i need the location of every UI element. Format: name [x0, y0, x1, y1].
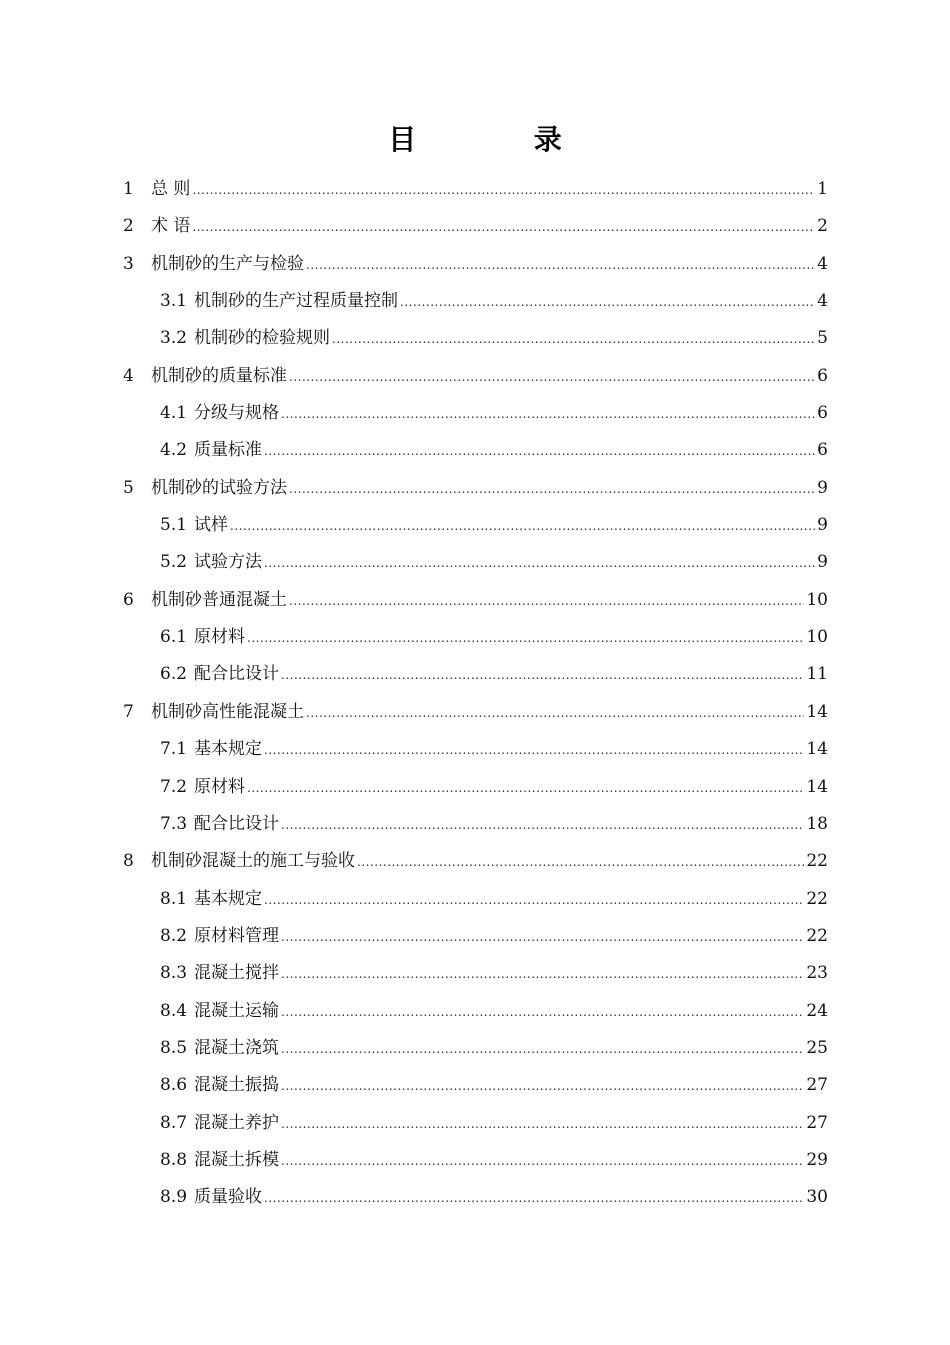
toc-subsection-entry[interactable] — [123, 955, 828, 992]
toc-entry-number: 5.2 — [160, 552, 188, 573]
toc-entry-page-number: 10 — [806, 589, 828, 610]
toc-dot-leader — [281, 1068, 804, 1105]
toc-entry-title: 机制砂的质量标准 — [151, 365, 287, 386]
toc-entry-page-number: 14 — [806, 776, 828, 797]
toc-dot-leader — [281, 1106, 804, 1143]
toc-entry-number: 6 — [123, 589, 134, 610]
toc-subsection-entry[interactable] — [123, 1142, 828, 1179]
toc-entry-page-number: 14 — [806, 701, 828, 722]
toc-dot-leader — [264, 433, 815, 470]
toc-entry-page-number: 11 — [806, 664, 828, 685]
toc-entry-title: 基本规定 — [194, 888, 262, 909]
toc-subsection-entry[interactable] — [123, 320, 828, 357]
toc-entry-page-number: 9 — [817, 477, 828, 498]
toc-entry-page-number: 29 — [806, 1149, 828, 1170]
toc-entry-page-number: 5 — [817, 328, 828, 349]
toc-entry-number: 5.1 — [160, 515, 188, 536]
toc-entry-page-number: 6 — [817, 403, 828, 424]
toc-entry-title: 配合比设计 — [194, 664, 279, 685]
toc-entry-title: 混凝土养护 — [194, 1112, 279, 1133]
toc-entry-number: 3.1 — [160, 291, 188, 312]
toc-entry-number: 8.4 — [160, 1000, 188, 1021]
toc-dot-leader — [281, 1143, 804, 1180]
toc-entry-title: 配合比设计 — [194, 813, 279, 834]
toc-entry-title: 术 语 — [151, 216, 191, 237]
toc-entry-page-number: 4 — [817, 291, 828, 312]
toc-subsection-entry[interactable] — [123, 1030, 828, 1067]
toc-entry-page-number: 22 — [806, 851, 828, 872]
toc-dot-leader — [264, 882, 804, 919]
toc-dot-leader — [281, 807, 804, 844]
toc-entry-page-number: 23 — [806, 963, 828, 984]
toc-dot-leader — [264, 732, 804, 769]
toc-entry-page-number: 4 — [817, 253, 828, 274]
toc-dot-leader — [281, 1031, 804, 1068]
toc-subsection-entry[interactable] — [123, 395, 828, 432]
toc-entry-number: 8.2 — [160, 925, 188, 946]
toc-chapter-entry[interactable] — [123, 470, 828, 507]
toc-subsection-entry[interactable] — [123, 1179, 828, 1216]
toc-subsection-entry[interactable] — [123, 544, 828, 581]
toc-entry-number: 8.1 — [160, 888, 188, 909]
toc-dot-leader — [281, 919, 804, 956]
toc-entry-page-number: 6 — [817, 365, 828, 386]
toc-dot-leader — [281, 956, 804, 993]
toc-subsection-entry[interactable] — [123, 1105, 828, 1142]
toc-entry-page-number: 24 — [806, 1000, 828, 1021]
toc-entry-title: 机制砂的试验方法 — [151, 477, 287, 498]
toc-entry-number: 3.2 — [160, 328, 188, 349]
toc-entry-page-number: 27 — [806, 1112, 828, 1133]
toc-entry-page-number: 10 — [806, 627, 828, 648]
toc-entry-number: 8.3 — [160, 963, 188, 984]
toc-entry-page-number: 9 — [817, 515, 828, 536]
toc-subsection-entry[interactable] — [123, 1067, 828, 1104]
toc-entry-title: 混凝土浇筑 — [194, 1037, 279, 1058]
toc-dot-leader — [289, 583, 804, 620]
toc-subsection-entry[interactable] — [123, 283, 828, 320]
toc-entry-page-number: 6 — [817, 440, 828, 461]
toc-subsection-entry[interactable] — [123, 507, 828, 544]
toc-entry-number: 7.2 — [160, 776, 188, 797]
toc-entry-page-number: 22 — [806, 925, 828, 946]
toc-entry-title: 机制砂混凝土的施工与验收 — [151, 851, 355, 872]
page-title: 目 录 — [388, 123, 607, 156]
toc-chapter-entry[interactable] — [123, 843, 828, 880]
toc-chapter-entry[interactable] — [123, 171, 828, 208]
toc-dot-leader — [264, 1180, 804, 1217]
toc-entry-title: 分级与规格 — [194, 403, 279, 424]
toc-dot-leader — [264, 545, 815, 582]
table-of-contents — [123, 171, 828, 1217]
toc-chapter-entry[interactable] — [123, 208, 828, 245]
toc-entry-number: 7 — [123, 701, 134, 722]
toc-entry-title: 机制砂普通混凝土 — [151, 589, 287, 610]
toc-subsection-entry[interactable] — [123, 656, 828, 693]
toc-entry-number: 4 — [123, 365, 134, 386]
toc-entry-title: 混凝土搅拌 — [194, 963, 279, 984]
toc-entry-title: 原材料 — [194, 776, 245, 797]
toc-entry-number: 3 — [123, 253, 134, 274]
toc-dot-leader — [400, 284, 815, 321]
toc-entry-title: 总 则 — [151, 179, 191, 199]
toc-entry-title: 原材料 — [194, 627, 245, 648]
toc-entry-title: 试样 — [194, 515, 228, 536]
toc-entry-number: 2 — [123, 216, 134, 237]
toc-dot-leader — [281, 994, 804, 1031]
toc-entry-page-number: 1 — [817, 179, 828, 199]
toc-entry-page-number: 27 — [806, 1075, 828, 1096]
toc-dot-leader — [332, 321, 815, 358]
toc-entry-page-number: 14 — [806, 739, 828, 760]
toc-entry-title: 混凝土运输 — [194, 1000, 279, 1021]
toc-entry-number: 1 — [123, 179, 134, 199]
toc-entry-title: 质量标准 — [194, 440, 262, 461]
toc-entry-title: 混凝土拆模 — [194, 1149, 279, 1170]
toc-subsection-entry[interactable] — [123, 993, 828, 1030]
toc-entry-number: 4.2 — [160, 440, 188, 461]
toc-entry-page-number: 18 — [806, 813, 828, 834]
toc-entry-number: 6.1 — [160, 627, 188, 648]
toc-entry-number: 8.9 — [160, 1187, 188, 1208]
toc-subsection-entry[interactable] — [123, 769, 828, 806]
toc-dot-leader — [230, 508, 815, 545]
toc-entry-number: 8.6 — [160, 1075, 188, 1096]
toc-entry-number: 4.1 — [160, 403, 188, 424]
toc-dot-leader — [357, 844, 804, 881]
toc-entry-page-number: 2 — [817, 216, 828, 237]
toc-entry-title: 机制砂的检验规则 — [194, 328, 330, 349]
toc-entry-number: 7.3 — [160, 813, 188, 834]
toc-entry-page-number: 25 — [806, 1037, 828, 1058]
toc-entry-number: 7.1 — [160, 739, 188, 760]
toc-subsection-entry[interactable] — [123, 731, 828, 768]
toc-dot-leader — [247, 620, 804, 657]
toc-entry-number: 8.8 — [160, 1149, 188, 1170]
toc-entry-title: 机制砂高性能混凝土 — [151, 701, 304, 722]
toc-entry-page-number: 22 — [806, 888, 828, 909]
toc-subsection-entry[interactable] — [123, 432, 828, 469]
toc-entry-title: 机制砂的生产过程质量控制 — [194, 291, 398, 312]
toc-subsection-entry[interactable] — [123, 619, 828, 656]
toc-dot-leader — [289, 471, 815, 508]
toc-subsection-entry[interactable] — [123, 881, 828, 918]
toc-dot-leader — [306, 247, 815, 284]
toc-dot-leader — [306, 695, 804, 732]
toc-chapter-entry[interactable] — [123, 246, 828, 283]
toc-entry-title: 质量验收 — [194, 1187, 262, 1208]
toc-dot-leader — [192, 172, 815, 209]
toc-entry-page-number: 9 — [817, 552, 828, 573]
toc-subsection-entry[interactable] — [123, 918, 828, 955]
toc-entry-title: 试验方法 — [194, 552, 262, 573]
toc-entry-number: 5 — [123, 477, 134, 498]
toc-dot-leader — [247, 770, 804, 807]
toc-entry-title: 混凝土振捣 — [194, 1075, 279, 1096]
toc-chapter-entry[interactable] — [123, 582, 828, 619]
toc-dot-leader — [281, 396, 815, 433]
toc-entry-title: 机制砂的生产与检验 — [151, 253, 304, 274]
toc-dot-leader — [192, 209, 815, 246]
toc-dot-leader — [281, 657, 804, 694]
toc-entry-number: 8.5 — [160, 1037, 188, 1058]
toc-subsection-entry[interactable] — [123, 806, 828, 843]
toc-dot-leader — [289, 359, 815, 396]
toc-entry-number: 6.2 — [160, 664, 188, 685]
toc-entry-title: 基本规定 — [194, 739, 262, 760]
toc-entry-title: 原材料管理 — [194, 925, 279, 946]
toc-chapter-entry[interactable] — [123, 694, 828, 731]
toc-entry-page-number: 30 — [806, 1187, 828, 1208]
toc-entry-number: 8 — [123, 851, 134, 872]
toc-chapter-entry[interactable] — [123, 358, 828, 395]
toc-entry-number: 8.7 — [160, 1112, 188, 1133]
